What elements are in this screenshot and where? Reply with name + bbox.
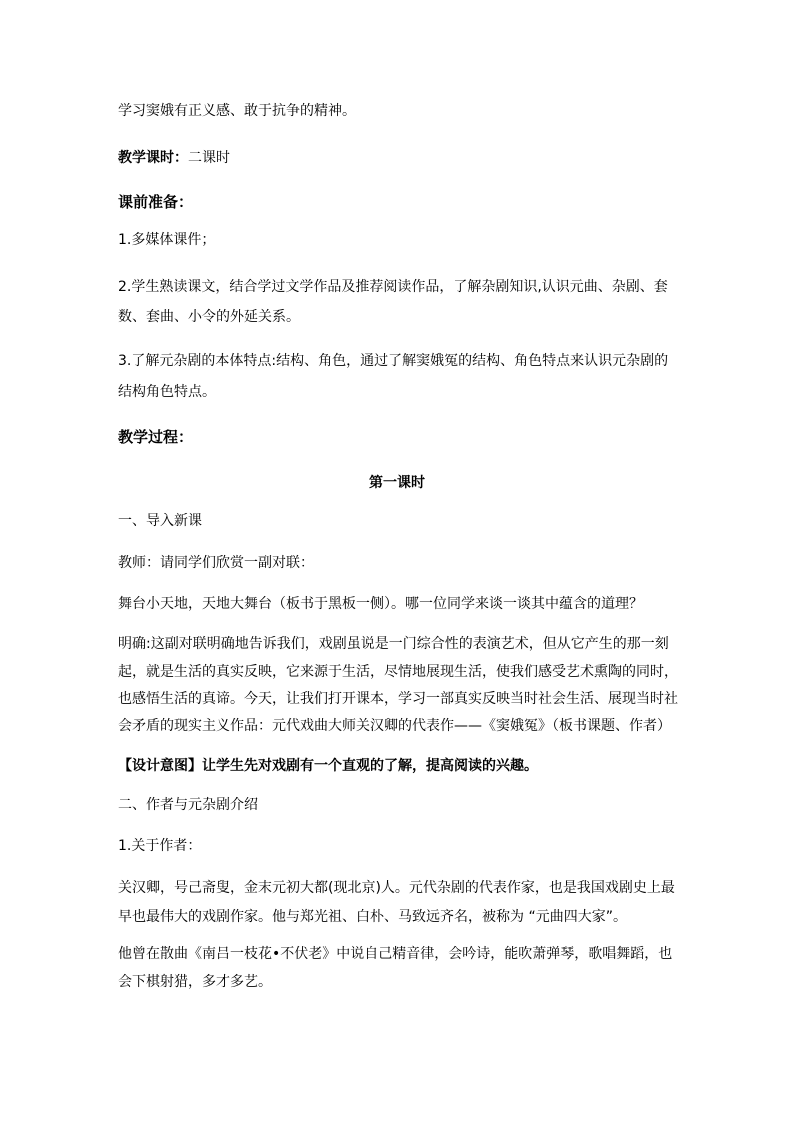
author-label: 1.关于作者：: [118, 838, 202, 854]
explanation-line-1: 明确:这副对联明确地告诉我们，戏剧虽说是一门综合性的表演艺术，但从它产生的那一刻: [118, 636, 669, 652]
explanation-line-4: 会矛盾的现实主义作品：元代戏曲大师关汉卿的代表作——《窦娥冤》（板书课题、作者）: [118, 718, 671, 734]
prep-heading: 课前准备：: [118, 193, 194, 211]
teaching-hours-label: 教学课时：: [118, 150, 188, 166]
section-2-title: 二、作者与元杂剧介绍: [118, 797, 258, 813]
prep-item-2-line-1: 2.学生熟读课文，结合学过文学作品及推荐阅读作品，了解杂剧知识,认识元曲、杂剧、套: [118, 279, 668, 295]
prep-item-3-line-1: 3.了解元杂剧的本体特点:结构、角色，通过了解窦娥冤的结构、角色特点来认识元杂剧的: [118, 353, 669, 369]
teaching-hours: [118, 148, 678, 168]
explanation-line-2: 起，就是生活的真实反映，它来源于生活，尽情地展现生活，使我们感受艺术熏陶的同时，: [118, 664, 678, 680]
author-line-3: 他曾在散曲《南吕一枝花•不伏老》中说自己精音律，会吟诗，能吹萧弹琴，歌唱舞蹈，也: [118, 946, 673, 962]
author-line-1: 关汉卿，号己斋叟，金末元初大都(现北京)人。元代杂剧的代表作家，也是我国戏剧史上最: [118, 880, 675, 896]
section-1-title: 一、导入新课: [118, 513, 202, 529]
author-line-2: 早也最伟大的戏剧作家。他与郑光祖、白朴、马致远齐名，被称为 “元曲四大家”。: [118, 909, 627, 925]
author-line-4: 会下棋射猎，多才多艺。: [118, 974, 272, 990]
prep-item-3-line-2: 结构角色特点。: [118, 384, 216, 400]
lesson-title: 第一课时: [369, 475, 425, 491]
teacher-prompt: 教师：请同学们欣赏一副对联：: [118, 555, 314, 571]
process-heading: 教学过程：: [118, 428, 194, 446]
explanation-line-3: 也感悟生活的真谛。今天，让我们打开课本，学习一部真实反映当时社会生活、展现当时社: [118, 691, 678, 707]
prep-item-2-line-2: 数、套曲、小令的外延关系。: [118, 309, 300, 325]
couplet-line: 舞台小天地，天地大舞台（板书于黑板一侧）。哪一位同学来谈一谈其中蕴含的道理？: [118, 596, 643, 612]
design-intent: 【设计意图】让学生先对戏剧有一个直观的了解，提高阅读的兴趣。: [118, 758, 538, 774]
paragraph-goal: 学习窦娥有正义感、敢于抗争的精神。: [118, 103, 356, 119]
prep-item-1: 1.多媒体课件；: [118, 232, 216, 248]
teaching-hours-value: 二课时: [188, 150, 230, 166]
